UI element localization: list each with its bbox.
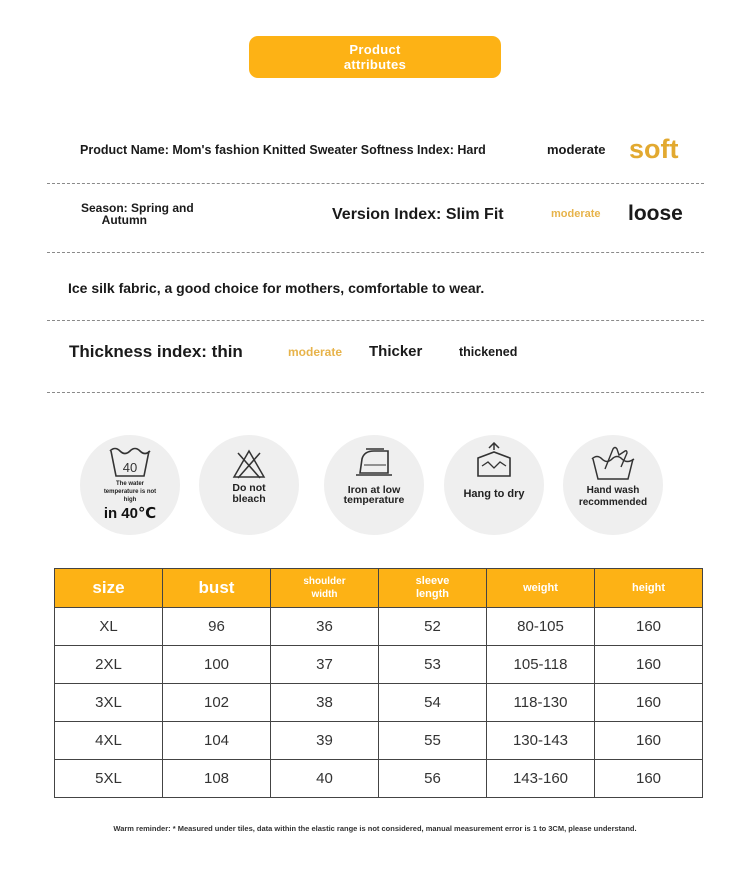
banner-line-2: attributes bbox=[343, 57, 407, 72]
cell-sleeve: 54 bbox=[379, 684, 487, 722]
care-no-bleach bbox=[199, 435, 299, 535]
wash-small-1: The water bbox=[115, 481, 144, 487]
cell-shoulder: 39 bbox=[271, 722, 379, 760]
cell-height: 160 bbox=[595, 646, 703, 684]
cell-weight: 105-118 bbox=[487, 646, 595, 684]
cell-sleeve: 52 bbox=[379, 608, 487, 646]
divider-4 bbox=[47, 392, 704, 393]
cell-bust: 108 bbox=[163, 760, 271, 798]
cell-sleeve: 55 bbox=[379, 722, 487, 760]
wash-temp-big: in 40℃ bbox=[103, 505, 157, 522]
cell-bust: 96 bbox=[163, 608, 271, 646]
season-line-1: Season: Spring and bbox=[81, 201, 194, 215]
header-size: size bbox=[55, 569, 163, 608]
cell-shoulder: 38 bbox=[271, 684, 379, 722]
cell-size: 5XL bbox=[55, 760, 163, 798]
cell-bust: 104 bbox=[163, 722, 271, 760]
cell-size: 4XL bbox=[55, 722, 163, 760]
softness-moderate: moderate bbox=[547, 142, 606, 157]
bleach-line-1: Do not bbox=[232, 482, 266, 494]
cell-weight: 80-105 bbox=[487, 608, 595, 646]
cell-sleeve: 56 bbox=[379, 760, 487, 798]
header-weight: weight bbox=[487, 569, 595, 608]
softness-soft: soft bbox=[629, 134, 679, 164]
season-line-2: Autumn bbox=[101, 213, 147, 227]
warm-reminder: Warm reminder: * Measured under tiles, data within the elastic range is not considered, manual measurement error is 1 to 3CM, please understand. bbox=[113, 824, 637, 833]
hand-wash-icon bbox=[589, 443, 637, 481]
hang-dry-icon bbox=[474, 442, 514, 480]
cell-size: 2XL bbox=[55, 646, 163, 684]
cell-bust: 100 bbox=[163, 646, 271, 684]
header-sleeve-line-1: sleeve bbox=[415, 575, 450, 587]
version-index-text: Version Index: Slim Fit bbox=[332, 206, 504, 223]
care-hang-dry bbox=[444, 435, 544, 535]
header-bust: bust bbox=[163, 569, 271, 608]
table-header-row bbox=[55, 569, 703, 608]
divider-1 bbox=[47, 183, 704, 184]
wash-small-3: high bbox=[123, 497, 137, 503]
care-iron-low bbox=[324, 435, 424, 535]
table-row bbox=[55, 608, 703, 646]
cell-height: 160 bbox=[595, 722, 703, 760]
cell-bust: 102 bbox=[163, 684, 271, 722]
header-height: height bbox=[595, 569, 703, 608]
banner-line-1: Product bbox=[349, 42, 401, 57]
header-shoulder-line-2: width bbox=[311, 589, 338, 600]
header-sleeve-length bbox=[379, 569, 487, 608]
hand-line-2: recommended bbox=[578, 497, 648, 508]
fabric-description: Ice silk fabric, a good choice for mothers, comfortable to wear. bbox=[68, 280, 485, 296]
no-bleach-icon bbox=[232, 449, 266, 479]
wash-tub-icon bbox=[107, 445, 153, 479]
version-moderate: moderate bbox=[551, 208, 601, 220]
care-hand-wash bbox=[563, 435, 663, 535]
cell-height: 160 bbox=[595, 684, 703, 722]
table-row bbox=[55, 722, 703, 760]
cell-weight: 143-160 bbox=[487, 760, 595, 798]
divider-2 bbox=[47, 252, 704, 253]
svg-text:40: 40 bbox=[122, 460, 138, 475]
cell-size: XL bbox=[55, 608, 163, 646]
thickness-index-text: Thickness index: thin bbox=[69, 342, 243, 361]
cell-size: 3XL bbox=[55, 684, 163, 722]
header-shoulder-line-1: shoulder bbox=[303, 576, 346, 587]
iron-line-2: temperature bbox=[343, 494, 405, 506]
cell-sleeve: 53 bbox=[379, 646, 487, 684]
header-sleeve-line-2: length bbox=[416, 588, 449, 600]
season-text bbox=[81, 202, 194, 226]
size-chart-table bbox=[54, 568, 703, 798]
header-shoulder-width bbox=[271, 569, 379, 608]
thickness-thicker: Thicker bbox=[369, 343, 423, 360]
hang-label: Hang to dry bbox=[463, 488, 525, 500]
wash-small-2: temperature is not bbox=[103, 489, 157, 495]
divider-3 bbox=[47, 320, 704, 321]
cell-weight: 130-143 bbox=[487, 722, 595, 760]
cell-height: 160 bbox=[595, 760, 703, 798]
cell-shoulder: 37 bbox=[271, 646, 379, 684]
iron-line-1: Iron at low bbox=[347, 484, 401, 496]
cell-height: 160 bbox=[595, 608, 703, 646]
care-wash-40 bbox=[80, 435, 180, 535]
thickness-thickened: thickened bbox=[459, 345, 518, 359]
hand-line-1: Hand wash bbox=[586, 485, 640, 496]
table-row bbox=[55, 760, 703, 798]
version-loose: loose bbox=[628, 202, 683, 225]
iron-icon bbox=[354, 445, 394, 477]
bleach-line-2: bleach bbox=[232, 493, 266, 505]
cell-shoulder: 36 bbox=[271, 608, 379, 646]
product-name-text: Product Name: Mom's fashion Knitted Sweater Softness Index: Hard bbox=[80, 143, 486, 157]
product-attributes-banner bbox=[249, 36, 501, 78]
table-row bbox=[55, 684, 703, 722]
thickness-moderate: moderate bbox=[288, 345, 343, 359]
cell-weight: 118-130 bbox=[487, 684, 595, 722]
table-row bbox=[55, 646, 703, 684]
cell-shoulder: 40 bbox=[271, 760, 379, 798]
